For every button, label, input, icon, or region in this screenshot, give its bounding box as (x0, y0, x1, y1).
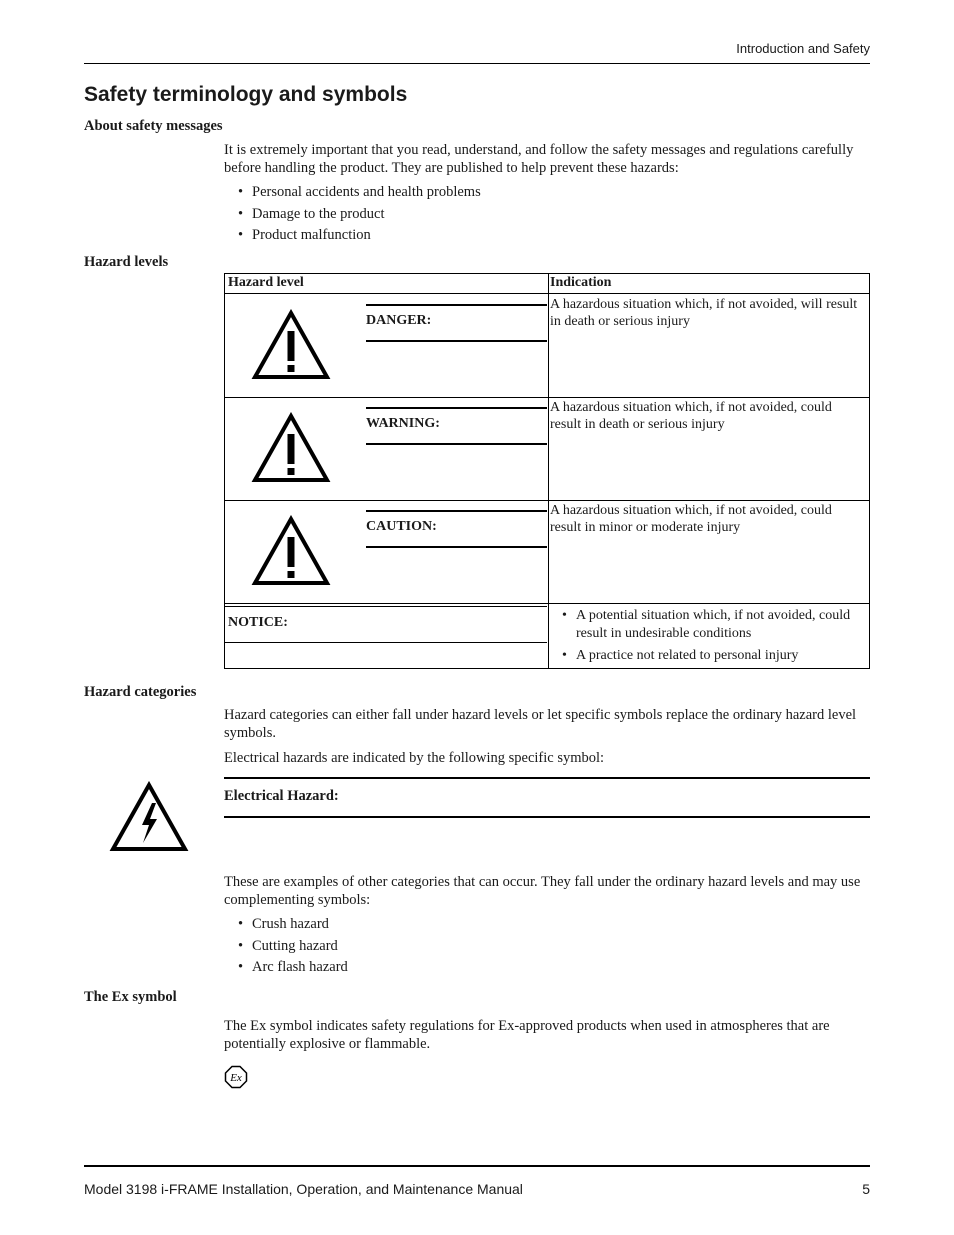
ex-paragraph: The Ex symbol indicates safety regulations for Ex-approved products when used in atmospheres that are potentially explosive or flammable. (224, 1018, 830, 1052)
hazard-label-warning: WARNING: (366, 416, 440, 431)
section-heading-hazard-levels: Hazard levels (84, 254, 169, 270)
list-item: • A potential situation which, if not avoided, could result in undesirable conditions (562, 607, 862, 643)
level-rule (366, 304, 547, 306)
indication-caution: A hazardous situation which, if not avoided, could result in minor or moderate injury (550, 503, 832, 535)
ex-symbol-text: Ex (230, 1072, 242, 1084)
list-item: • Arc flash hazard (238, 958, 348, 980)
notice-rule (225, 606, 547, 607)
electrical-hazard-label: Electrical Hazard: (224, 788, 339, 804)
list-item: • Damage to the product (238, 205, 481, 227)
list-item: • Cutting hazard (238, 937, 348, 959)
footer-rule (84, 1165, 870, 1167)
categories-paragraph-2: Electrical hazards are indicated by the following specific symbol: (224, 750, 605, 766)
running-header: Introduction and Safety (736, 41, 870, 56)
warning-triangle-icon (251, 412, 331, 484)
indication-warning: A hazardous situation which, if not avoided, could result in death or serious injury (550, 400, 832, 432)
electrical-rule (224, 816, 870, 818)
hazard-label-notice: NOTICE: (228, 615, 288, 630)
level-rule (366, 510, 547, 512)
warning-triangle-icon (251, 515, 331, 587)
table-row-rule (225, 500, 869, 501)
section-heading-ex-symbol: The Ex symbol (84, 989, 177, 1005)
about-paragraph: It is extremely important that you read, understand, and follow the safety messages and regulations carefully before handling the product. They are published to help prevent these hazards: (224, 142, 854, 176)
table-divider (548, 274, 549, 668)
table-header-rule (225, 293, 869, 294)
indication-danger: A hazardous situation which, if not avoided, will result in death or serious injury (550, 297, 858, 329)
list-item: • A practice not related to personal injury (562, 647, 862, 665)
ex-symbol-icon (224, 1065, 248, 1089)
level-rule (366, 340, 547, 342)
table-row-rule (225, 397, 869, 398)
warning-triangle-icon (251, 309, 331, 381)
electrical-hazard-icon (109, 781, 189, 853)
level-rule (366, 407, 547, 409)
level-rule (366, 443, 547, 445)
section-heading-about: About safety messages (84, 118, 223, 134)
categories-paragraph-1: Hazard categories can either fall under hazard levels or let specific symbols replace the ordinary hazard level symbols. (224, 707, 857, 741)
header-rule (84, 63, 870, 64)
column-header-indication: Indication (550, 275, 612, 290)
list-item: • Crush hazard (238, 915, 348, 937)
electrical-rule (224, 777, 870, 779)
page-title: Safety terminology and symbols (84, 83, 408, 106)
column-header-hazard-level: Hazard level (228, 275, 304, 290)
section-heading-hazard-categories: Hazard categories (84, 684, 197, 700)
notice-rule (225, 642, 547, 643)
hazard-label-danger: DANGER: (366, 313, 432, 328)
hazard-label-caution: CAUTION: (366, 519, 437, 534)
list-item: • Personal accidents and health problems (238, 183, 481, 205)
notice-bullet-list (562, 607, 862, 669)
table-row-rule (225, 603, 869, 604)
page-number: 5 (862, 1181, 870, 1197)
about-bullet-list (238, 183, 481, 248)
categories-paragraph-3: These are examples of other categories that can occur. They fall under the ordinary hazard levels and may use complementing symbols: (224, 874, 861, 908)
categories-bullet-list (238, 915, 348, 980)
list-item: • Product malfunction (238, 226, 481, 248)
footer-manual-title: Model 3198 i-FRAME Installation, Operation, and Maintenance Manual (84, 1181, 523, 1197)
level-rule (366, 546, 547, 548)
hazard-levels-table (224, 273, 870, 669)
